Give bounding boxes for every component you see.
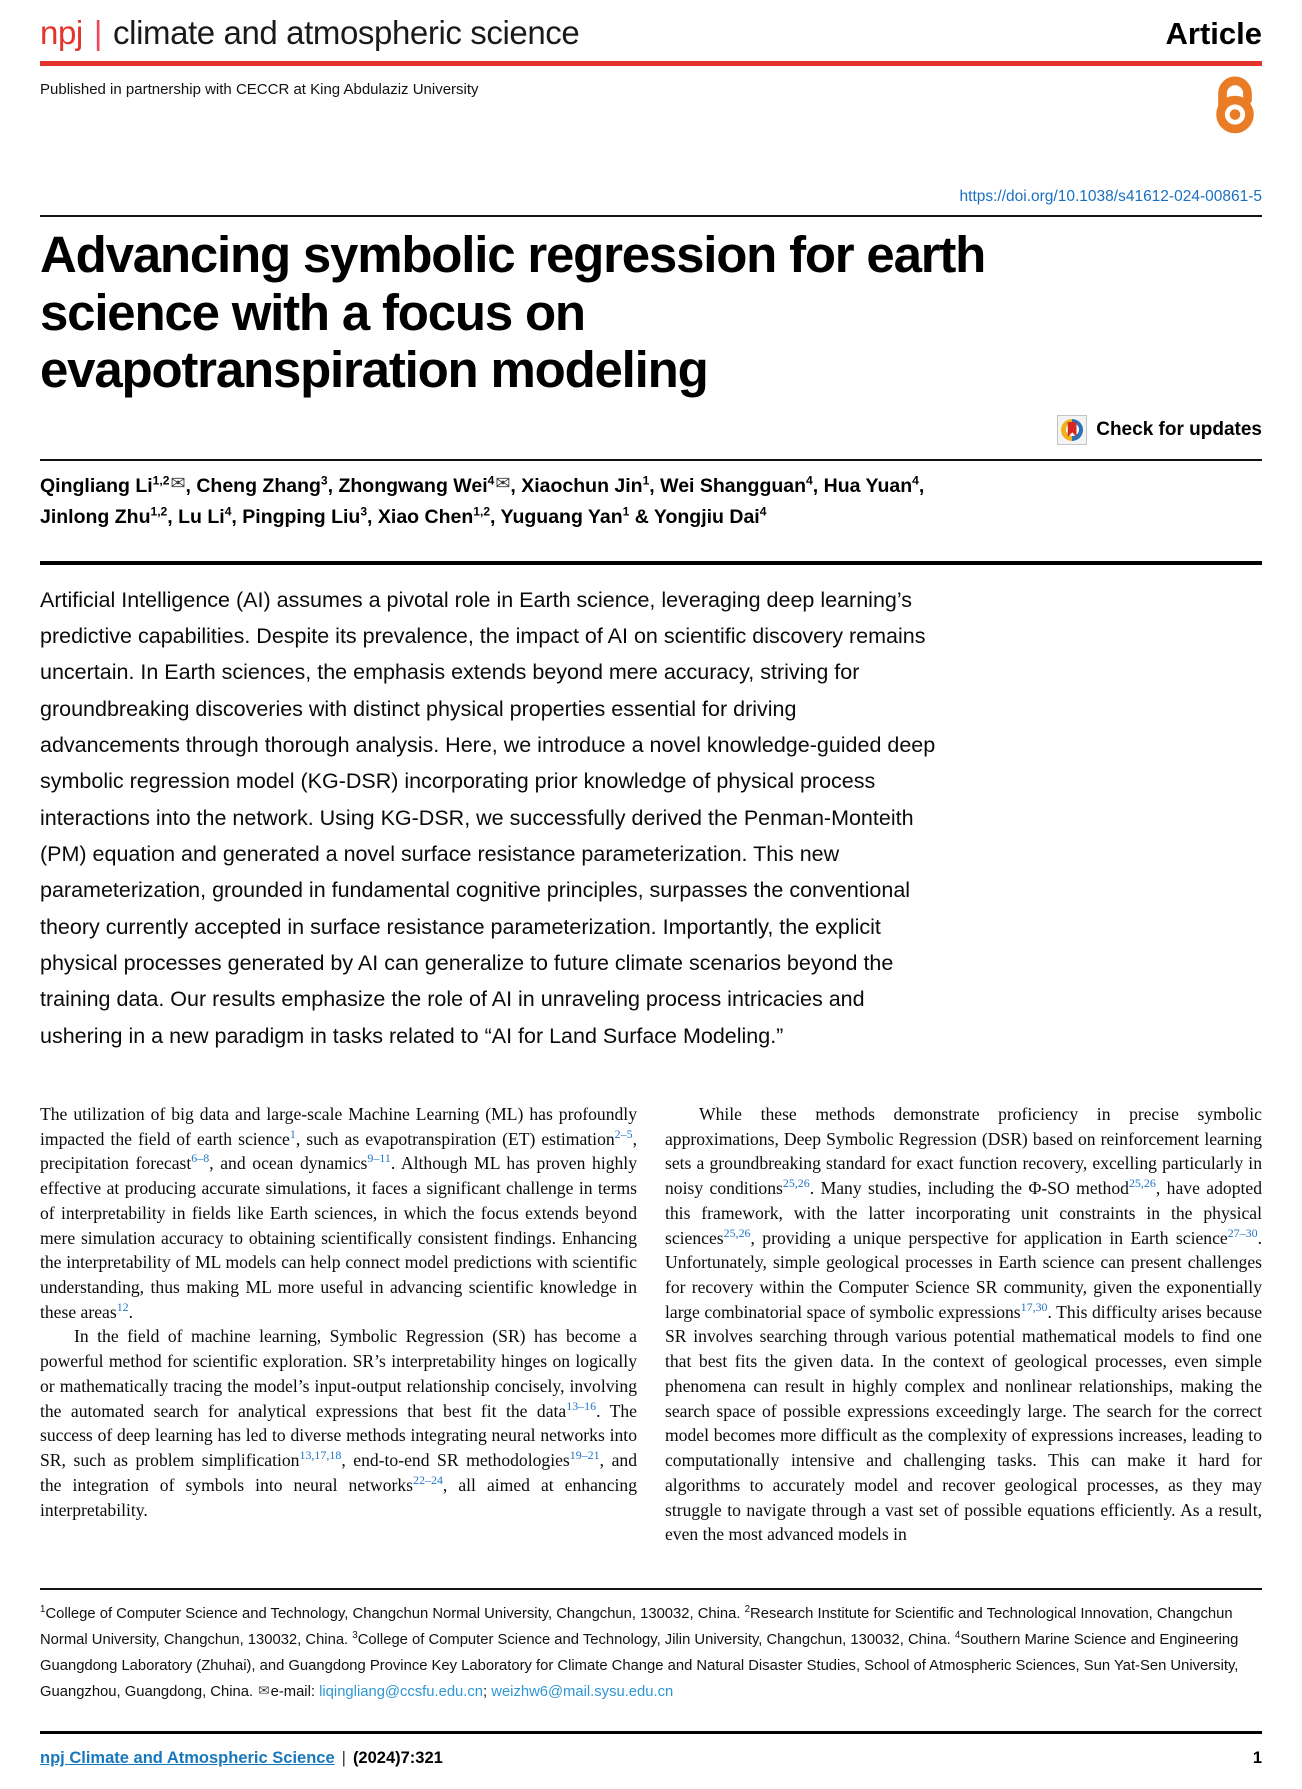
author-affiliation-superscript: 4 — [487, 473, 495, 488]
author-affiliation-superscript: 1,2 — [152, 473, 170, 488]
crossmark-icon — [1057, 415, 1087, 445]
author-name: Cheng Zhang — [196, 474, 321, 497]
author-name: Hua Yuan — [823, 474, 913, 497]
reference-superscript[interactable]: 19–21 — [569, 1448, 600, 1463]
authors-top-rule — [40, 459, 1262, 461]
author-affiliation-superscript: 4 — [912, 473, 919, 488]
article-type-label: Article — [1165, 16, 1262, 51]
open-access-icon — [1210, 72, 1260, 134]
reference-superscript[interactable]: 6–8 — [191, 1151, 210, 1166]
body-columns — [40, 1102, 1262, 1547]
reference-superscript[interactable]: 2–5 — [614, 1126, 633, 1141]
body-column-left — [40, 1102, 637, 1547]
reference-superscript[interactable]: 27–30 — [1227, 1225, 1258, 1240]
author-name: Zhongwang Wei — [338, 474, 488, 497]
abstract-text: Artificial Intelligence (AI) assumes a pivotal role in Earth science, leveraging deep learning’s predictive capabilities. Despite its prevalence, the impact of AI on scientific discovery remains uncertain. In Earth sciences, the emphasis extends beyond mere accuracy, striving for groundbreaking discoveries with distinct physical properties essential for driving advancements through thorough analysis. Here, we introduce a novel knowledge-guided deep symbolic regression model (KG-DSR) incorporating prior knowledge of physical process interactions into the network. Using KG-DSR, we successfully derived the Penman-Monteith (PM) equation and generated a novel surface resistance parameterization. This new parameterization, grounded in fundamental cognitive principles, surpasses the conventional theory currently accepted in surface resistance parameterization. Importantly, the explicit physical processes generated by AI can generalize to future climate scenarios beyond the training data. Our results emphasize the role of AI in unraveling process intricacies and ushering in a new paradigm in tasks related to “AI for Land Surface Modeling.” — [40, 587, 936, 1048]
affiliations-text: $^1$College of Computer Science and Technology, Changchun Normal University, Changchun, 130032, China. $^2$Research Institute for Scientific and Technological Innovation, Changchun Normal University, Changchun, 130032, China. $^3$College of Computer Science and Technology, Jilin University, Changchun, 130032, China. $^4$Southern Marine Science and Engineering Guangdong Laboratory (Zhuhai), and Guangdong Province Key Laboratory for Climate Change and Natural Disaster Studies, School of Atmospheric Sciences, Sun Yat-Sen University, Guangzhou, Guangdong, China. ✉e-mail: liqingliang@ccsfu.edu.cn; weizhw6@mail.sysu.edu.cn — [40, 1604, 1239, 1701]
author-name: Jinlong Zhu — [40, 506, 151, 529]
author-affiliation-superscript: 1,2 — [150, 504, 168, 519]
journal-masthead — [40, 0, 1262, 52]
author-affiliation-superscript: 1,2 — [473, 504, 491, 519]
check-for-updates-row — [40, 415, 1262, 445]
envelope-icon: ✉ — [258, 1683, 270, 1699]
author-name: Qingliang Li — [40, 474, 153, 497]
footer-journal-link[interactable]: npj Climate and Atmospheric Science — [40, 1749, 335, 1767]
journal-logo-divider: | — [93, 14, 103, 51]
envelope-icon: ✉ — [170, 472, 186, 493]
author-name: Pingping Liu — [242, 506, 361, 529]
author-affiliation-superscript: 4 — [806, 473, 813, 488]
journal-logo-prefix: npj — [40, 14, 83, 51]
reference-superscript[interactable]: 12 — [116, 1299, 129, 1314]
reference-superscript[interactable]: 9–11 — [367, 1151, 391, 1166]
author-affiliation-superscript: 3 — [320, 473, 328, 488]
author-list: Qingliang Li$^{1,2}$✉, Cheng Zhang$^3$, Zhongwang Wei$^4$✉, Xiaochun Jin$^1$, Wei Shangguan$^4$, Hua Yuan$^4$, Jinlong Zhu$^{1,2}$, Lu Li$^4$, Pingping Liu$^3$, Xiao Chen$^{1,2}$, Yuguang Yan$^1$ & Yongjiu Dai$^4$ — [40, 472, 925, 529]
affiliations-section — [40, 1588, 1262, 1705]
body-paragraph: While these methods demonstrate proficiency in precise symbolic approximations, Deep Symbolic Regression (DSR) based on reinforcement learning sets a groundbreaking standard for exact function recovery, excelling particularly in noisy conditions$^{25,26}$. Many studies, including the Φ-SO method$^{25,26}$, have adopted this framework, with the latter incorporating unit constraints in the physical sciences$^{25,26}$, providing a unique perspective for application in Earth science$^{27-30}$. Unfortunately, simple geological processes in Earth science can present challenges for recovery within the Computer Science SR community, given the exponentially large combinatorial space of symbolic expressions$^{17,30}$. This difficulty arises because SR involves searching through various potential mathematical models to find one that best fits the given data. In the context of geological processes, even simple phenomena can result in highly complex and nonlinear relationships, making the search space of possible expressions exceedingly large. The search for the correct model becomes more difficult as the complexity of expressions increases, leading to computationally intensive and challenging tasks. This can make it hard for algorithms to accurately model and recover geological processes, as they may struggle to navigate through a vast set of possible equations efficiently. As a result, even the most advanced models in — [665, 1104, 1262, 1545]
reference-superscript[interactable]: 1 — [40, 1604, 46, 1616]
doi-row — [40, 188, 1262, 206]
author-name: Yuguang Yan — [500, 506, 623, 529]
partnership-note: Published in partnership with CECCR at King Abdulaziz University — [40, 81, 479, 98]
email-link[interactable]: weizhw6@mail.sysu.edu.cn — [491, 1684, 674, 1701]
reference-superscript[interactable]: 13,17,18 — [299, 1448, 342, 1463]
affiliations-top-rule — [40, 1588, 1262, 1590]
footer-divider: | — [341, 1749, 346, 1767]
journal-logo — [40, 14, 579, 52]
doi-link[interactable]: https://doi.org/10.1038/s41612-024-00861-5 — [959, 188, 1262, 205]
body-paragraph: The utilization of big data and large-scale Machine Learning (ML) has profoundly impacted the field of earth science$^1$, such as evapotranspiration (ET) estimation$^{2-5}$, precipitation forecast$^{6-8}$, and ocean dynamics$^{9-11}$. Although ML has proven highly effective at producing accurate simulations, it faces a significant challenge in terms of interpretability in fields like Earth sciences, in which the focus extends beyond mere simulation accuracy to obtaining scientifically consistent findings. Enhancing the interpretability of ML models can help connect model predictions with scientific understanding, thus making ML more useful in advancing scientific knowledge in these areas$^{12}$. — [40, 1104, 638, 1322]
author-affiliation-superscript: 4 — [759, 504, 767, 519]
check-for-updates-label: Check for updates — [1096, 418, 1262, 440]
reference-superscript[interactable]: 22–24 — [413, 1472, 443, 1487]
reference-superscript[interactable]: 25,26 — [782, 1176, 810, 1191]
author-affiliation-superscript: 4 — [224, 504, 232, 519]
email-link[interactable]: liqingliang@ccsfu.edu.cn — [319, 1684, 484, 1701]
reference-superscript[interactable]: 1 — [289, 1126, 296, 1141]
envelope-icon: ✉ — [495, 472, 511, 493]
footer-citation — [40, 1749, 443, 1768]
journal-logo-name: climate and atmospheric science — [113, 14, 580, 51]
body-column-right — [665, 1102, 1262, 1547]
author-affiliation-superscript: 1 — [622, 504, 630, 519]
footer-citation-text: (2024)7:321 — [352, 1749, 443, 1767]
author-affiliation-superscript: 3 — [360, 504, 368, 519]
masthead-rule — [40, 61, 1262, 66]
body-paragraph: In the field of machine learning, Symbolic Regression (SR) has become a powerful method for scientific exploration. SR’s interpretability hinges on logically or mathematically tracing the model’s input-output relationship concisely, involving the automated search for analytical expressions that best fit the data$^{13-16}$. The success of deep learning has led to diverse methods integrating neural networks into SR, such as problem simplification$^{13,17,18}$, end-to-end SR methodologies$^{19-21}$, and the integration of symbols into neural networks$^{22-24}$, all aimed at enhancing interpretability. — [40, 1326, 638, 1520]
reference-superscript[interactable]: 3 — [352, 1630, 358, 1642]
footer-rule — [40, 1731, 1262, 1734]
reference-superscript[interactable]: 25,26 — [1128, 1176, 1156, 1191]
author-name: Wei Shangguan — [660, 474, 807, 497]
author-name: Xiaochun Jin — [521, 474, 643, 497]
page-number: 1 — [1252, 1749, 1262, 1767]
author-affiliation-superscript: 1 — [642, 473, 650, 488]
reference-superscript[interactable]: 25,26 — [723, 1225, 751, 1240]
author-name: Yongjiu Dai — [653, 506, 760, 529]
page-footer — [40, 1749, 1262, 1768]
author-name: Xiao Chen — [377, 506, 474, 529]
check-for-updates-button[interactable] — [1057, 415, 1262, 445]
author-name: Lu Li — [178, 506, 225, 529]
page-title: Advancing symbolic regression for earth science with a focus on evapotranspiration modeling — [40, 226, 986, 399]
reference-superscript[interactable]: 13–16 — [566, 1398, 597, 1413]
abstract-top-rule — [40, 561, 1262, 565]
reference-superscript[interactable]: 2 — [744, 1604, 751, 1616]
reference-superscript[interactable]: 17,30 — [1020, 1299, 1048, 1314]
reference-superscript[interactable]: 4 — [954, 1630, 961, 1642]
title-top-rule — [40, 215, 1262, 217]
